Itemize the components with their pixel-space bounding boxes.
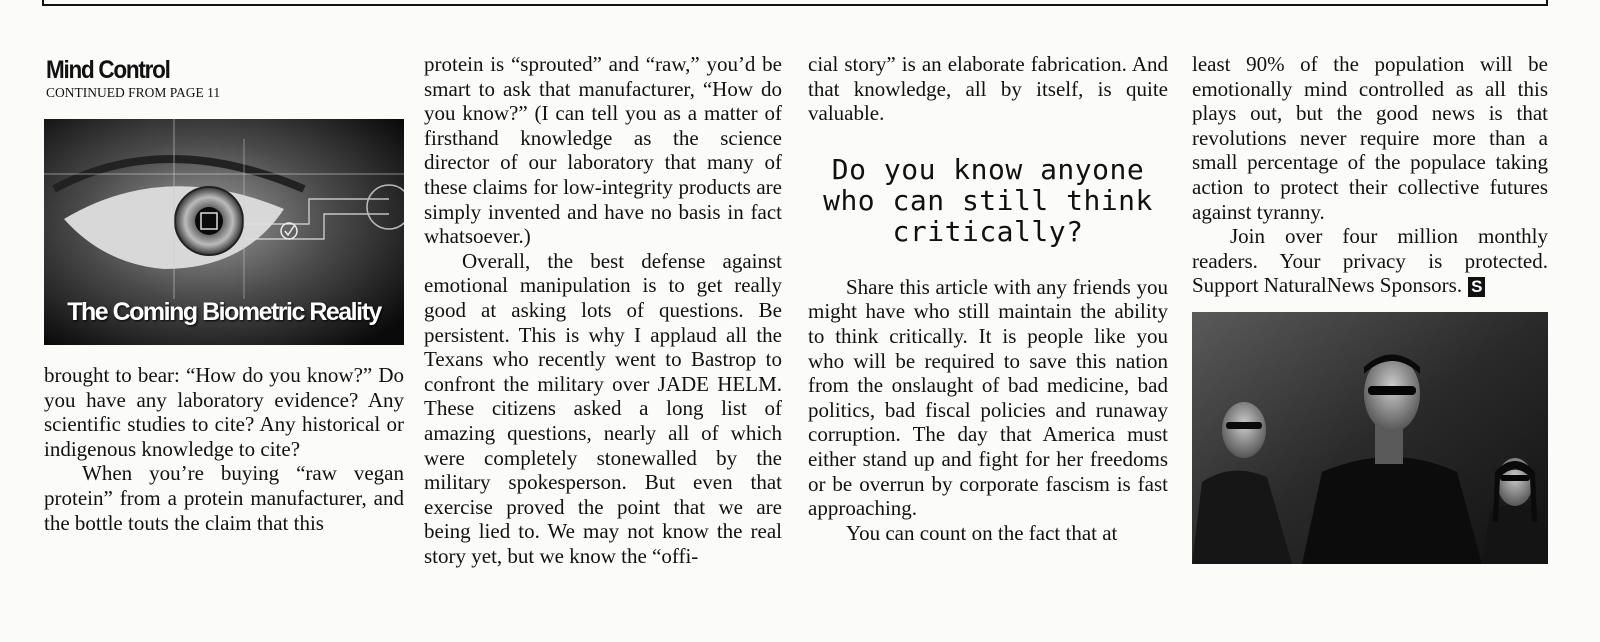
paragraph: least 90% of the population will be emotionally mind controlled as all this plays out, but the good news is that revolutions never require more than a small percentage of the populace taking action to protect their collective futures against tyranny. [1192,52,1548,224]
column-1 [44,52,404,535]
pull-quote: Do you know anyone who can still think critically? [823,152,1153,248]
section-title: Mind Control [46,56,170,84]
column-2 [424,52,782,568]
paragraph: You can count on the fact that at [846,520,1118,545]
biometric-eye-image [44,119,404,345]
sponsor-paragraph [1192,224,1548,298]
movie-still-image [1192,312,1548,564]
top-border-rule [42,0,1548,6]
continued-from-label: CONTINUED FROM PAGE 11 [46,85,221,100]
matrix-characters-illustration [1192,312,1548,564]
column-3 [808,52,1168,545]
paragraph: Overall, the best defense against emotional manipulation is to get really good at asking lots of questions. Be persistent. This is why I applaud all the Texans who recently went to Bastrop to confront the military over JADE HELM. These citizens asked a long list of amazing questions, nearly all of which were completely stonewalled by the military spokesperson. But even that exercise proved the point that we are being lied to. We may not know the real story yet, but we know the “offi- [424,248,782,568]
column-4 [1192,52,1548,564]
paragraph: cial story” is an elaborate fabrication. And that knowledge, all by itself, is quite valuable. [808,52,1168,126]
paragraph: Share this article with any friends you might have who still maintain the ability to think critically. It is people like you who will be required to save this nation from the onslaught of bad medicine, bad politics, bad fiscal policies and runaway corruption. The day that America must either stand up and fight for her freedoms or be overrun by corporate fascism is fast approaching. [808,274,1168,521]
paragraph: protein is “sprouted” and “raw,” you’d be smart to ask that manufacturer, “How do you know?” (I can tell you as a matter of firsthand knowledge as the science director of our laboratory that many of these claims for low-integrity products are simply invented and have no basis in fact whatsoever.) [424,52,782,249]
image-caption: The Coming Biometric Reality [67,298,381,327]
paragraph: When you’re buying “raw vegan protein” from a protein manufacturer, and the bottle touts the claim that this [44,461,404,535]
sponsor-logo-icon: S [1468,277,1485,297]
sponsor-text: Join over four million monthly readers. Your privacy is protected. Support NaturalNews Sponsors. [1192,224,1548,298]
paragraph: brought to bear: “How do you know?” Do you have any laboratory evidence? Any scientific studies to cite? Any historical or indigenous knowledge to cite? [44,363,404,461]
